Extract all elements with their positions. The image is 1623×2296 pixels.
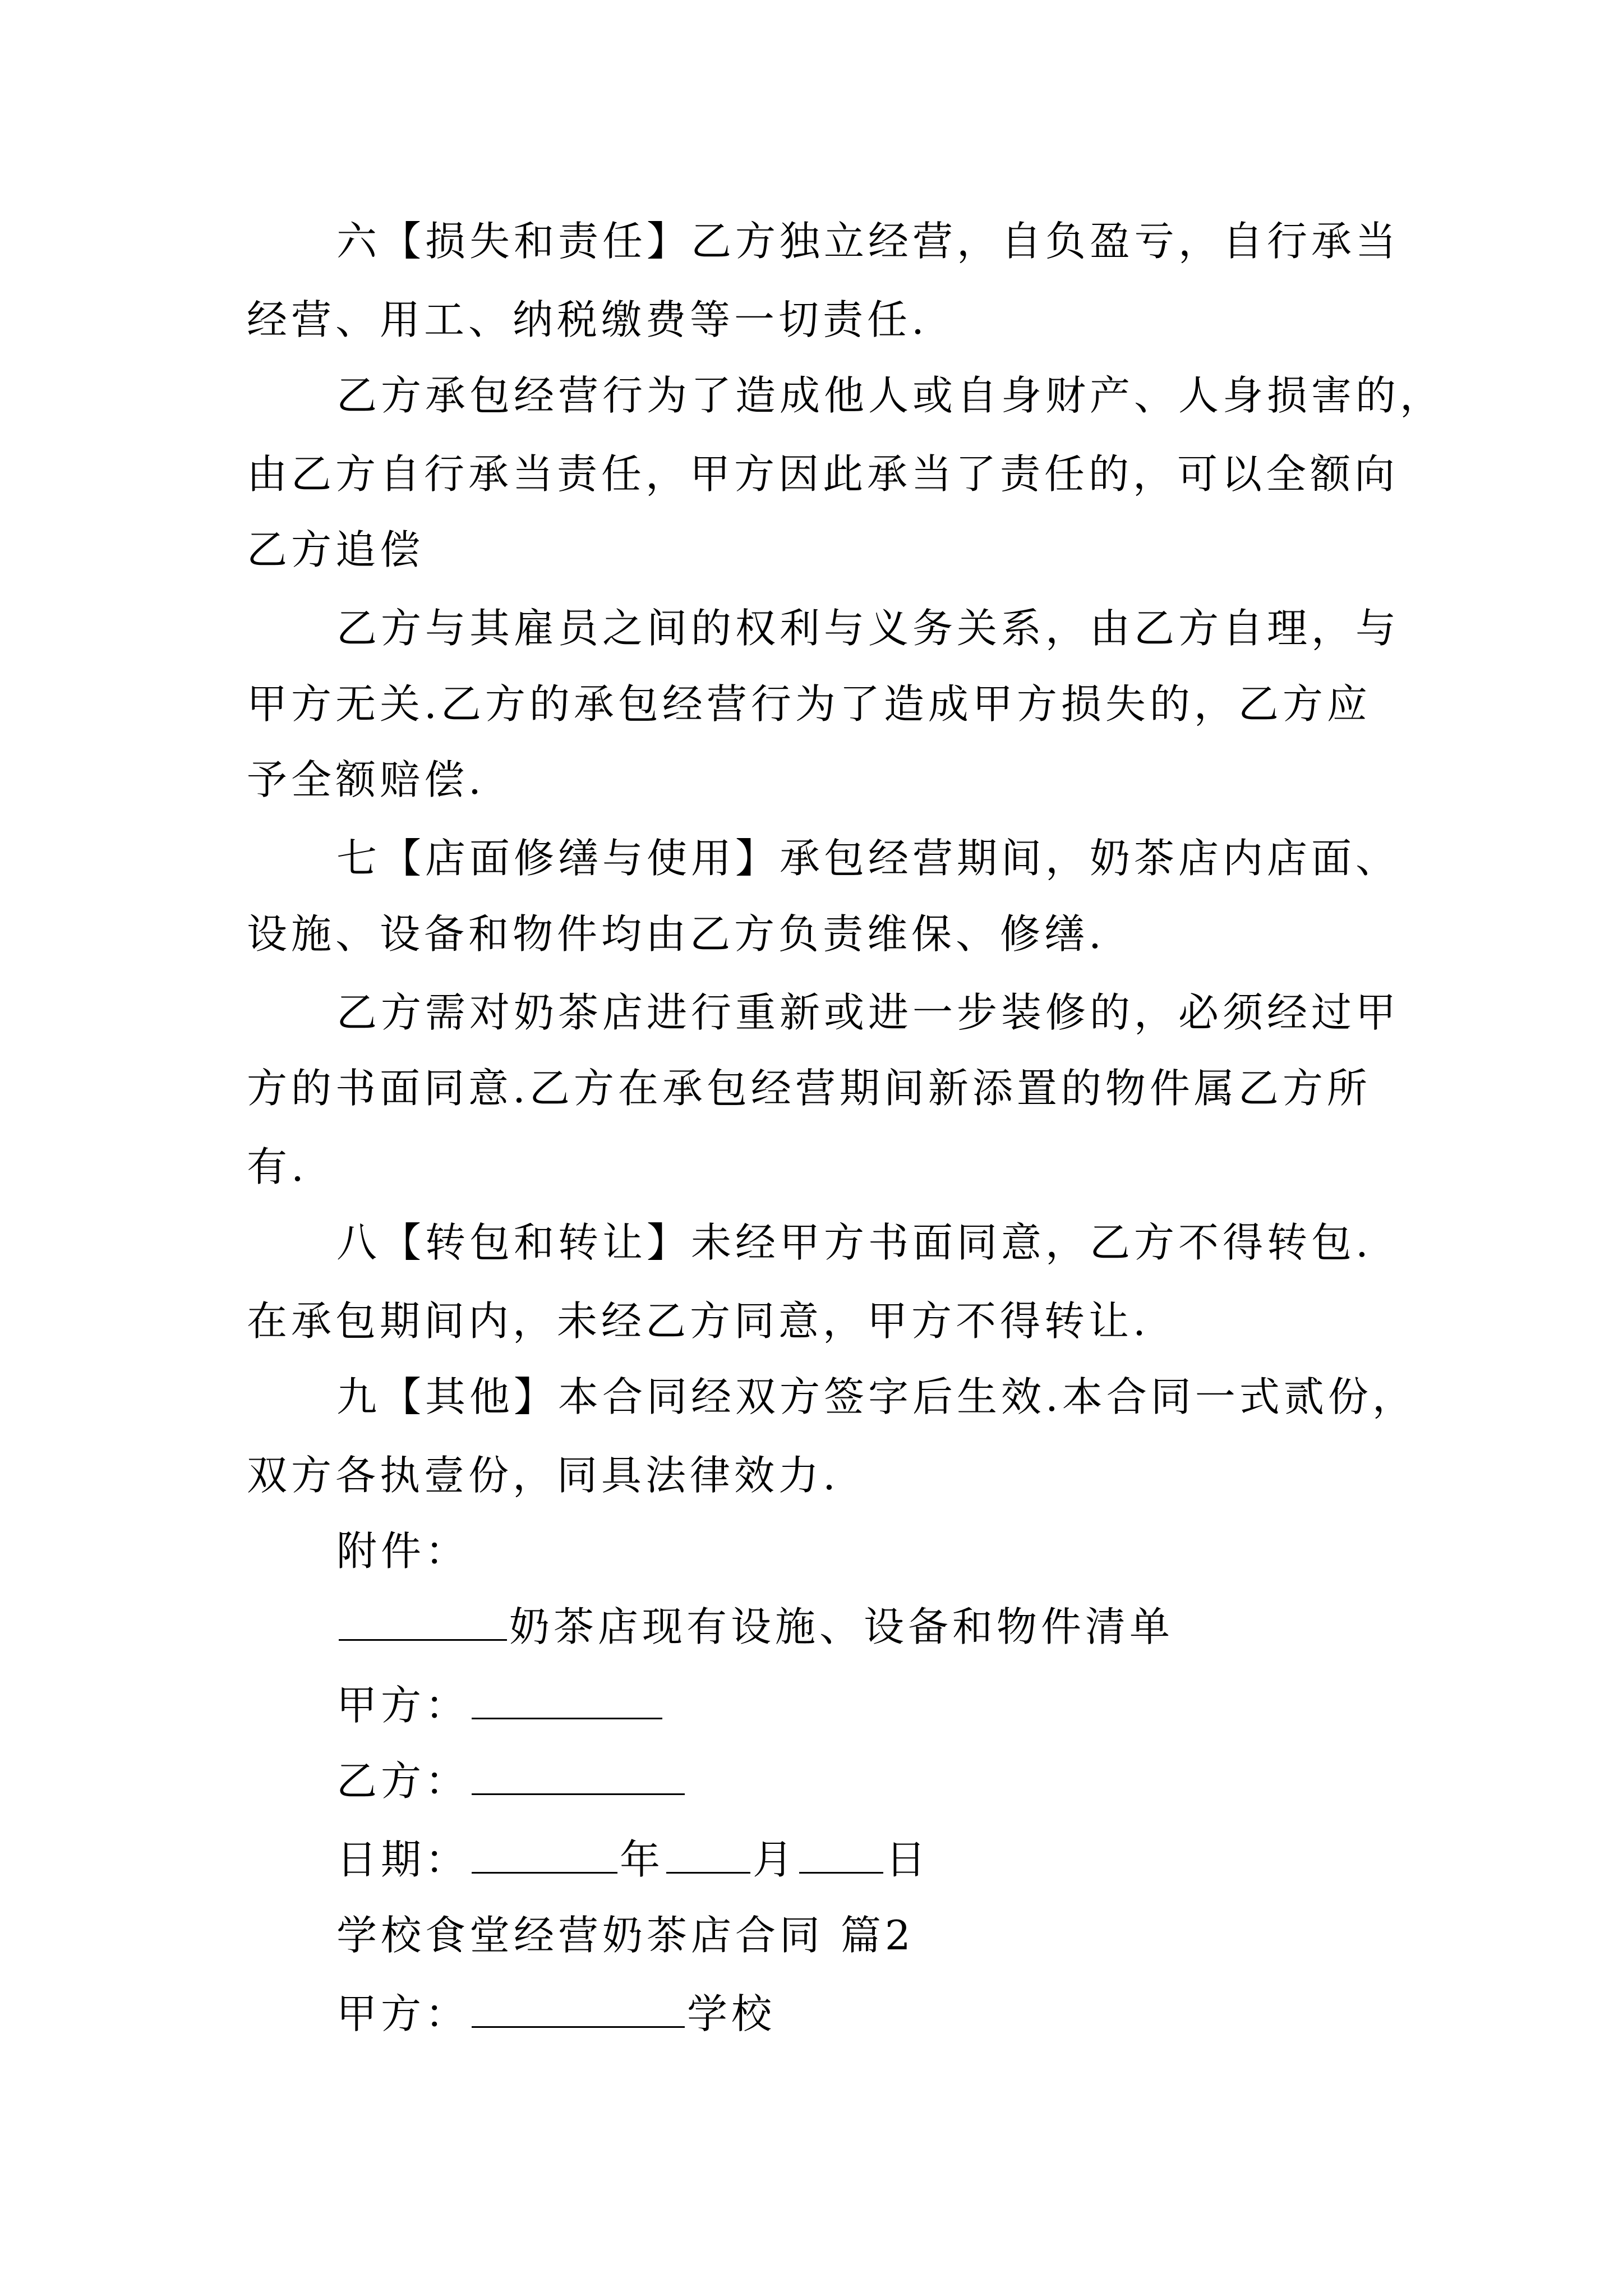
paragraph-line: 乙方与其雇员之间的权利与义务关系，由乙方自理，与 xyxy=(336,605,1400,652)
year-label: 年 xyxy=(620,1836,665,1883)
party-a-label: 甲方： xyxy=(336,1682,470,1729)
paragraph-line: 双方各执壹份，同具法律效力. xyxy=(247,1452,840,1499)
attachment-heading: 附件： xyxy=(336,1527,470,1575)
paragraph-line: 七【店面修缮与使用】承包经营期间，奶茶店内店面、 xyxy=(336,835,1400,882)
paragraph-line: 八【转包和转让】未经甲方书面同意，乙方不得转包. xyxy=(336,1219,1372,1266)
paragraph-line: 九【其他】本合同经双方签字后生效.本合同一式贰份， xyxy=(336,1373,1417,1420)
blank-field xyxy=(472,1837,617,1874)
paragraph-line: 予全额赔偿. xyxy=(247,756,485,803)
month-label: 月 xyxy=(753,1836,797,1883)
next-party-a-suffix: 学校 xyxy=(687,1990,776,2037)
next-party-a xyxy=(336,1989,776,2039)
attachment-item xyxy=(336,1602,1174,1652)
signature-date xyxy=(336,1834,930,1885)
blank-field xyxy=(666,1837,750,1874)
blank-field xyxy=(339,1604,507,1641)
paragraph-line: 乙方追偿 xyxy=(247,526,425,573)
date-label: 日期： xyxy=(336,1836,470,1883)
paragraph-line: 设施、设备和物件均由乙方负责维保、修缮. xyxy=(247,910,1105,958)
paragraph-line: 在承包期间内，未经乙方同意，甲方不得转让. xyxy=(247,1297,1150,1345)
next-party-a-label: 甲方： xyxy=(336,1990,470,2037)
paragraph-line: 由乙方自行承当责任，甲方因此承当了责任的，可以全额向 xyxy=(247,450,1399,498)
blank-field xyxy=(799,1837,883,1874)
paragraph-line: 六【损失和责任】乙方独立经营，自负盈亏，自行承当 xyxy=(336,218,1400,265)
party-b-label: 乙方： xyxy=(336,1757,470,1805)
section-title: 学校食堂经营奶茶店合同 篇2 xyxy=(336,1912,915,1959)
signature-party-a xyxy=(336,1680,665,1731)
attachment-title: 奶茶店现有设施、设备和物件清单 xyxy=(509,1603,1174,1650)
blank-field xyxy=(472,1683,662,1719)
paragraph-line: 经营、用工、纳税缴费等一切责任. xyxy=(247,296,928,343)
day-label: 日 xyxy=(886,1836,930,1883)
paragraph-line: 甲方无关.乙方的承包经营行为了造成甲方损失的，乙方应 xyxy=(247,680,1371,728)
signature-party-b xyxy=(336,1756,687,1806)
paragraph-line: 乙方需对奶茶店进行重新或进一步装修的，必须经过甲 xyxy=(336,989,1400,1036)
blank-field xyxy=(472,1759,685,1795)
paragraph-line: 乙方承包经营行为了造成他人或自身财产、人身损害的， xyxy=(336,372,1445,419)
blank-field xyxy=(472,1991,685,2028)
paragraph-line: 有. xyxy=(247,1143,308,1190)
paragraph-line: 方的书面同意.乙方在承包经营期间新添置的物件属乙方所 xyxy=(247,1065,1371,1112)
